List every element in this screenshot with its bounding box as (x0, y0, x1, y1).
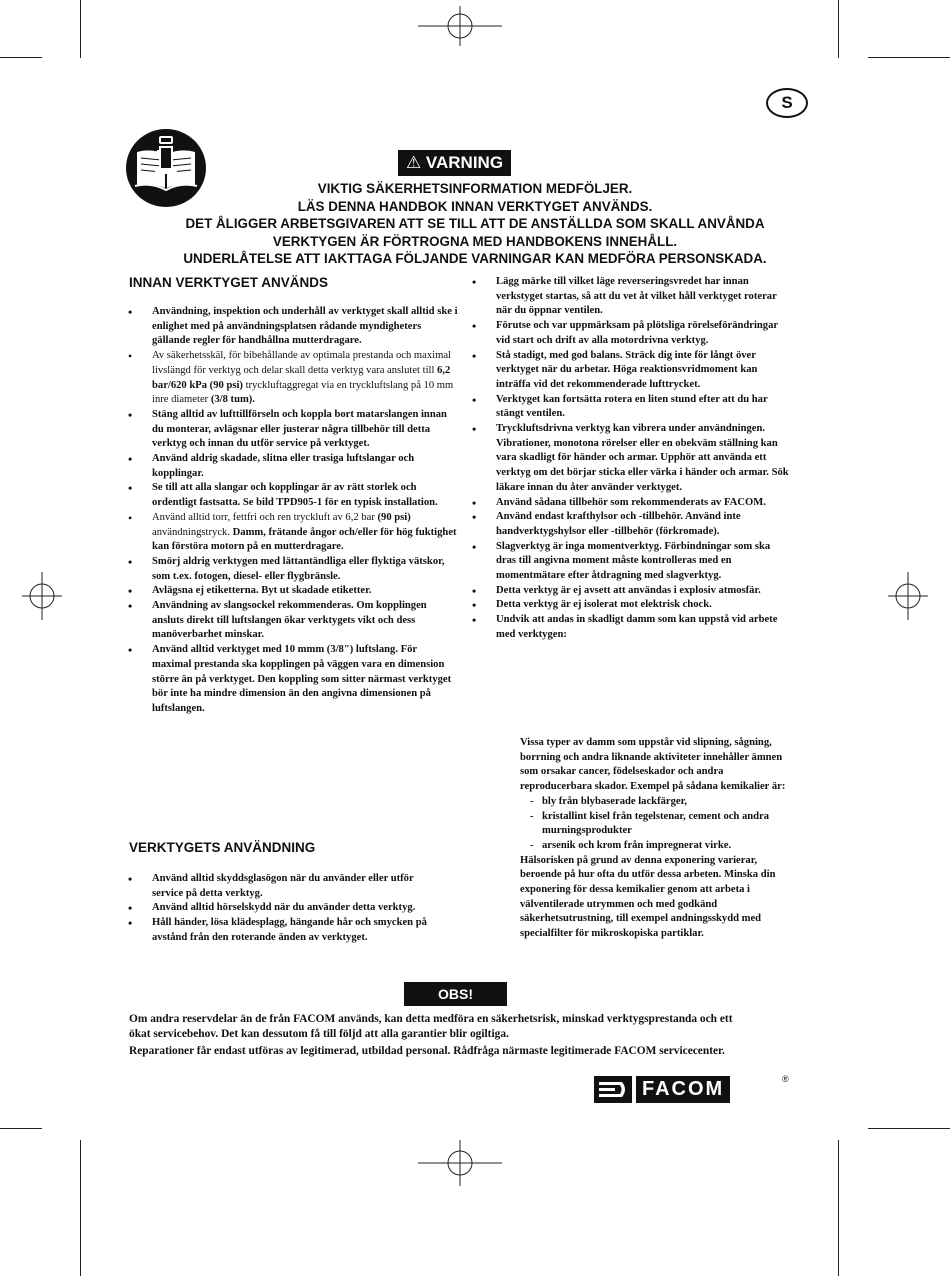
dust-info-block (520, 736, 786, 942)
crop-mark (868, 57, 950, 58)
crop-mark (0, 1128, 42, 1129)
crop-mark (838, 1140, 839, 1276)
registered-mark: ® (782, 1074, 789, 1084)
heading-line: UNDERLÅTELSE ATT IAKTTAGA FÖLJANDE VARNINGAR KAN MEDFÖRA PERSONSKADA. (183, 251, 767, 266)
registration-mark (22, 572, 62, 620)
dust-intro: Vissa typer av damm som uppstår vid slipning, sågning, borrning och andra liknande aktiviteter innehåller ämnen som orsakar cancer, födelseskador och andra reproducerbara skador. Exempel på sådana kemikalier är: (520, 737, 786, 793)
list-item: • Se till att alla slangar och kopplingar är av rätt storlek och ordentligt fastsatta. Se bild TPD905-1 för en typisk installation. (128, 481, 458, 510)
facom-brand-text: FACOM (636, 1076, 730, 1103)
list-item: • Använd endast krafthylsor och -tillbehör. Använd inte handverktygshylsor eller -tillbehör (förkromade). (472, 510, 790, 539)
warning-triangle-icon: ⚠ (405, 153, 422, 172)
list-item: • Smörj aldrig verktygen med lättantändliga eller flyktiga vätskor, som t.ex. fotogen, diesel- eller flygbränsle. (128, 555, 458, 584)
crop-mark (838, 0, 839, 58)
warning-label-text: VARNING (425, 153, 504, 172)
safety-heading (130, 180, 820, 268)
registration-mark (418, 6, 502, 46)
section-title-tool-use: VERKTYGETS ANVÄNDNING (129, 840, 316, 855)
list-item: • Detta verktyg är ej avsett att användas i explosiv atmosfär. (472, 584, 790, 599)
list-item: • Tryckluftsdrivna verktyg kan vibrera under användningen. Vibrationer, monotona rörelser eller en obekväm ställning kan vara skadligt för händer och armar. Upphör att använda ett verktyg om det börjar sticka eller värka i händer och armar. Sök läkare innan du åter använder verktyget. (472, 422, 790, 496)
language-badge: S (766, 88, 808, 118)
list-item: • Använd alltid torr, fettfri och ren tryckluft av 6,2 bar (90 psi) användningstryck. Damm, frätande ångor och/eller för hög fuktighet kan förstöra motorn på en mutterdragare. (128, 511, 458, 555)
list-item: • Använd alltid skyddsglasögon när du använder eller utför service på detta verktyg. (128, 872, 428, 901)
list-item: • Förutse och var uppmärksam på plötsliga rörelseförändringar vid start och drift av alla motordrivna verktyg. (472, 319, 790, 348)
list-item: • Slagverktyg är inga momentverktyg. Förbindningar som ska dras till angivna moment måste kontrolleras med en momentmätare efter åtdragning med slagverktyg. (472, 540, 790, 584)
warning-label (398, 150, 511, 176)
list-item: • Stäng alltid av lufttillförseln och koppla bort matarslangen innan du monterar, avlägsnar eller justerar några tillbehör till detta verktyg och innan du utför service på verktyget. (128, 408, 458, 452)
crop-mark (80, 1140, 81, 1276)
obs-note-2: Reparationer får endast utföras av legitimerad, utbildad personal. Rådfråga närmaste legitimerade FACOM servicecenter. (129, 1045, 725, 1057)
dust-list-item: - bly från blybaserade lackfärger, (530, 795, 687, 807)
list-item: • Använd alltid verktyget med 10 mmm (3/8") luftslang. För maximal prestanda ska kopplingen på väggen vara en dimension större än på verktyget. Den koppling som sitter närmast verktyget bör inte ha mindre dimension än den angivna dimensionen på luftslangen. (128, 643, 458, 717)
facom-wrench-icon (594, 1076, 632, 1103)
tool-use-list (128, 872, 428, 946)
list-item: • Användning av slangsockel rekommenderas. Om kopplingen ansluts direkt till luftslangen ökar verktygets vikt och dess manöverbarhet minskar. (128, 599, 458, 643)
heading-line: LÄS DENNA HANDBOK INNAN VERKTYGET ANVÄNDS. (297, 198, 653, 214)
dust-list-item: - kristallint kisel från tegelstenar, cement och andra murningsprodukter (530, 810, 770, 837)
list-item: • Detta verktyg är ej isolerat mot elektrisk chock. (472, 598, 790, 613)
list-item: • Använd alltid hörselskydd när du använder detta verktyg. (128, 901, 428, 916)
list-item: • Undvik att andas in skadligt damm som kan uppstå vid arbete med verktygen: (472, 613, 790, 642)
crop-mark (0, 57, 42, 58)
heading-line: VIKTIG SÄKERHETSINFORMATION MEDFÖLJER. (317, 181, 633, 196)
section-title-before-use: INNAN VERKTYGET ANVÄNDS (129, 275, 329, 290)
dust-outro: Hälsorisken på grund av denna exponering varierar, beroende på hur ofta du utför dessa arbeten. Minska din exponering för dessa kemikalier genom att arbeta i välventilerade utrymmen och med godkänd säkerhetsutrustning, till exempel andningsskydd med specialfilter för mikroskopiska partiklar. (520, 854, 776, 940)
heading-line: VERKTYGEN ÄR FÖRTROGNA MED HANDBOKENS INNEHÅLL. (272, 233, 678, 249)
list-item: • Av säkerhetsskäl, för bibehållande av optimala prestanda och maximal livslängd för verktyg och delar skall detta verktyg vara anslutet till 6,2 bar/620 kPa (90 psi) tryckluftaggregat via en tryckluftslang på 10 mm inre diameter (3/8 tum). (128, 349, 458, 408)
list-item: • Använd aldrig skadade, slitna eller trasiga luftslangar och kopplingar. (128, 452, 458, 481)
list-item: • Användning, inspektion och underhåll av verktyget skall alltid ske i enlighet med på användningsplatsen rådande myndigheters gällande regler för handhållna mutterdragare. (128, 305, 458, 349)
before-use-list (128, 305, 458, 717)
list-item: • Avlägsna ej etiketterna. Byt ut skadade etiketter. (128, 584, 458, 599)
list-item: • Verktyget kan fortsätta rotera en liten stund efter att du har stängt ventilen. (472, 393, 790, 422)
list-item: • Lägg märke till vilket läge reverseringsvredet har innan verkstyget startas, så att du vet åt vilket håll verktyget roterar när du öppnar ventilen. (472, 275, 790, 319)
list-item: • Stå stadigt, med god balans. Sträck dig inte för långt över verktyget när du arbetar. Höga reaktionsvridmoment kan inträffa vid det rekommenderade lufttrycket. (472, 349, 790, 393)
operation-list (472, 275, 790, 643)
heading-line: DET ÅLIGGER ARBETSGIVAREN ATT SE TILL ATT DE ANSTÄLLDA SOM SKALL ANVÅNDA (185, 216, 765, 231)
list-item: • Använd sådana tillbehör som rekommenderats av FACOM. (472, 496, 790, 511)
facom-logo (594, 1076, 730, 1103)
list-item: • Håll händer, lösa klädesplagg, hängande hår och smycken på avstånd från den roterande änden av verktyget. (128, 916, 428, 945)
dust-list-item: - arsenik och krom från impregnerat virke. (530, 839, 732, 851)
registration-mark (888, 572, 928, 620)
crop-mark (80, 0, 81, 58)
obs-label: OBS! (404, 982, 507, 1006)
registration-mark (418, 1140, 502, 1186)
crop-mark (868, 1128, 950, 1129)
obs-note-1: Om andra reservdelar än de från FACOM används, kan detta medföra en säkerhetsrisk, minskad verktygsprestanda och ett ökat servicebehov. Det kan dessutom få till följd att alla garantier blir ogiltiga. (129, 1013, 733, 1040)
